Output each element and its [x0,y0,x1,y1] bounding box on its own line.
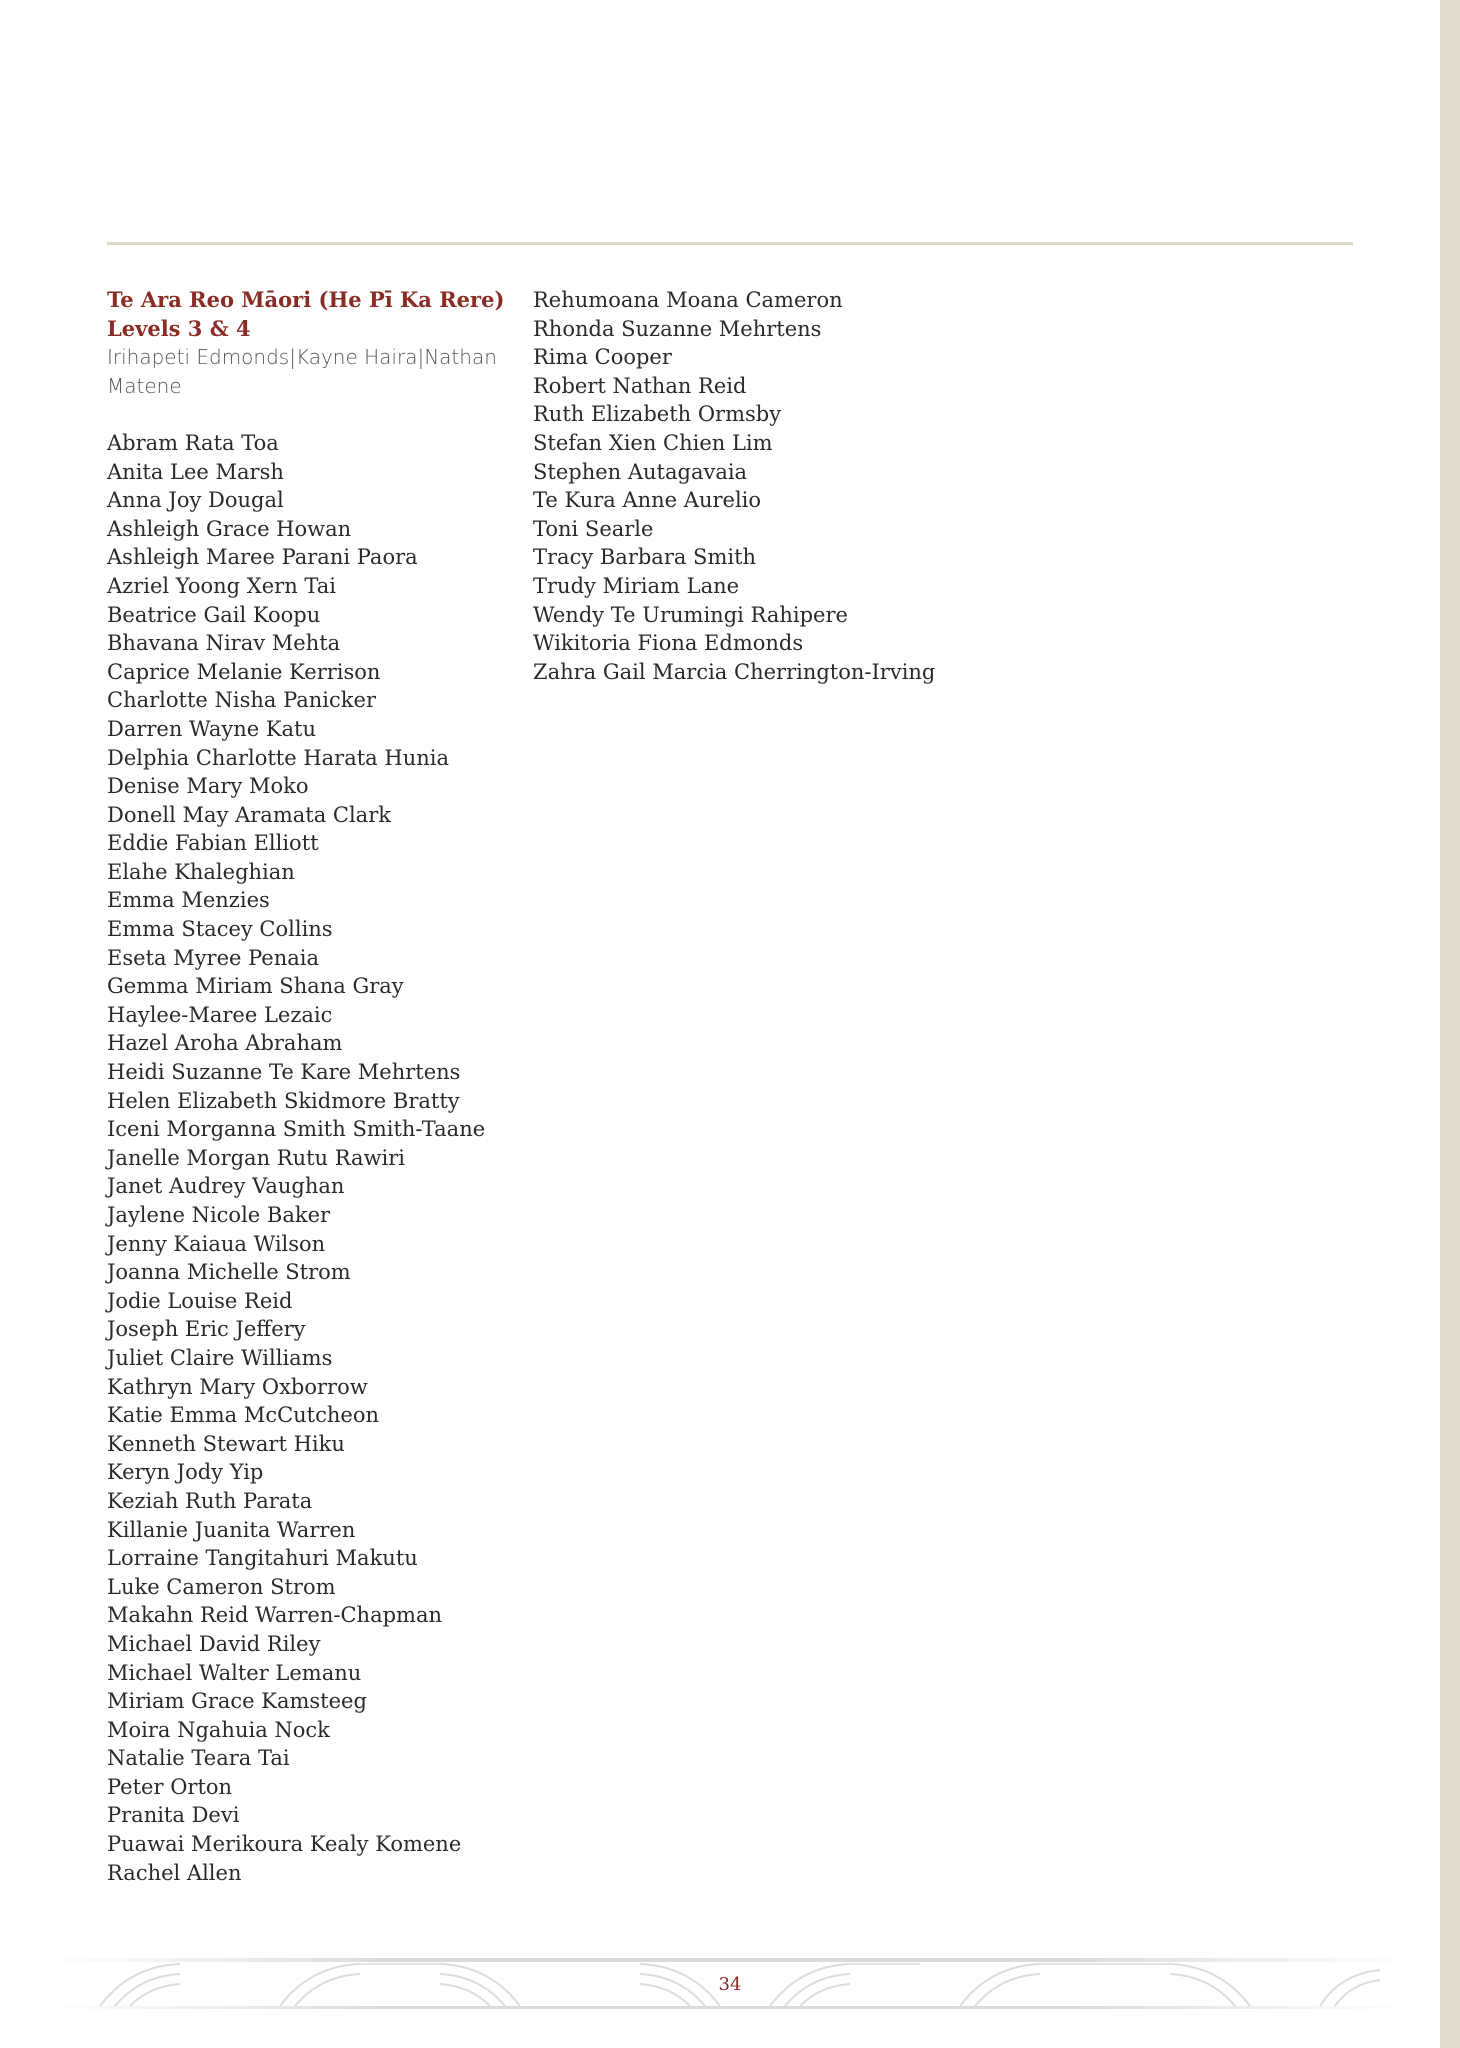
list-item: Lorraine Tangitahuri Makutu [107,1546,418,1571]
list-item: Hazel Aroha Abraham [107,1031,343,1056]
list-item: Iceni Morganna Smith Smith-Taane [107,1117,486,1142]
list-item: Moira Ngahuia Nock [107,1717,330,1742]
side-color-band [1440,0,1460,2048]
list-item: Rhonda Suzanne Mehrtens [533,316,822,341]
list-item: Tracy Barbara Smith [533,545,757,570]
page-footer [40,1952,1420,2012]
list-item: Denise Mary Moko [107,774,309,799]
right-column [533,286,1053,686]
list-item: Joseph Eric Jeffery [107,1317,306,1342]
section-authors: Irihapeti Edmonds|Kayne Haira|Nathan Matene [107,345,497,398]
name-list-right [533,286,1053,686]
list-item: Heidi Suzanne Te Kare Mehrtens [107,1060,461,1085]
list-item: Miriam Grace Kamsteeg [107,1689,367,1714]
list-item: Eddie Fabian Elliott [107,831,319,856]
list-item: Keziah Ruth Parata [107,1488,313,1513]
list-item: Rima Cooper [533,345,672,370]
list-item: Trudy Miriam Lane [533,573,740,598]
list-item: Stephen Autagavaia [533,459,748,484]
list-item: Gemma Miriam Shana Gray [107,974,404,999]
list-item: Janet Audrey Vaughan [107,1174,345,1199]
list-item: Azriel Yoong Xern Tai [107,573,337,598]
list-item: Elahe Khaleghian [107,859,295,884]
list-item: Zahra Gail Marcia Cherrington-Irving [533,659,936,684]
list-item: Robert Nathan Reid [533,373,747,398]
list-item: Beatrice Gail Koopu [107,602,321,627]
section-subtitle: Levels 3 & 4 [107,315,251,341]
list-item: Te Kura Anne Aurelio [533,488,762,513]
header-rule [107,242,1353,245]
list-item: Bhavana Nirav Mehta [107,631,341,656]
list-item: Charlotte Nisha Panicker [107,688,376,713]
list-item: Darren Wayne Katu [107,716,317,741]
spacer [107,400,507,429]
list-item: Puawai Merikoura Kealy Komene [107,1832,462,1857]
list-item: Joanna Michelle Strom [107,1260,351,1285]
list-item: Stefan Xien Chien Lim [533,430,773,455]
list-item: Eseta Myree Penaia [107,945,319,970]
list-item: Janelle Morgan Rutu Rawiri [107,1145,406,1170]
list-item: Helen Elizabeth Skidmore Bratty [107,1088,460,1113]
section-title: Te Ara Reo Māori (He Pī Ka Rere) [107,287,505,312]
list-item: Makahn Reid Warren-Chapman [107,1603,442,1628]
list-item: Rachel Allen [107,1860,242,1885]
list-item: Wendy Te Urumingi Rahipere [533,602,848,627]
list-item: Jenny Kaiaua Wilson [107,1231,326,1256]
list-item: Luke Cameron Strom [107,1574,336,1599]
list-item: Keryn Jody Yip [107,1460,264,1485]
list-item: Katie Emma McCutcheon [107,1403,379,1428]
list-item: Juliet Claire Williams [107,1345,333,1370]
list-item: Ruth Elizabeth Ormsby [533,402,782,427]
list-item: Ashleigh Maree Parani Paora [107,545,418,570]
list-item: Anna Joy Dougal [107,488,284,513]
list-item: Wikitoria Fiona Edmonds [533,631,804,656]
list-item: Kathryn Mary Oxborrow [107,1374,368,1399]
list-item: Haylee-Maree Lezaic [107,1002,333,1027]
list-item: Toni Searle [533,516,654,541]
list-item: Anita Lee Marsh [107,459,284,484]
list-item: Abram Rata Toa [107,430,279,455]
list-item: Emma Menzies [107,888,270,913]
list-item: Michael David Riley [107,1631,321,1656]
list-item: Peter Orton [107,1774,233,1799]
list-item: Michael Walter Lemanu [107,1660,362,1685]
list-item: Delphia Charlotte Harata Hunia [107,745,449,770]
list-item: Caprice Melanie Kerrison [107,659,381,684]
list-item: Ashleigh Grace Howan [107,516,352,541]
list-item: Jodie Louise Reid [107,1288,293,1313]
list-item: Natalie Teara Tai [107,1746,290,1771]
list-item: Pranita Devi [107,1803,240,1828]
list-item: Rehumoana Moana Cameron [533,288,843,312]
list-item: Donell May Aramata Clark [107,802,391,827]
page-number: 34 [718,1974,742,1995]
list-item: Jaylene Nicole Baker [107,1203,331,1227]
list-item: Kenneth Stewart Hiku [107,1431,345,1456]
list-item: Emma Stacey Collins [107,917,333,942]
left-column [107,286,507,1887]
name-list-left [107,429,507,1887]
list-item: Killanie Juanita Warren [107,1517,356,1542]
